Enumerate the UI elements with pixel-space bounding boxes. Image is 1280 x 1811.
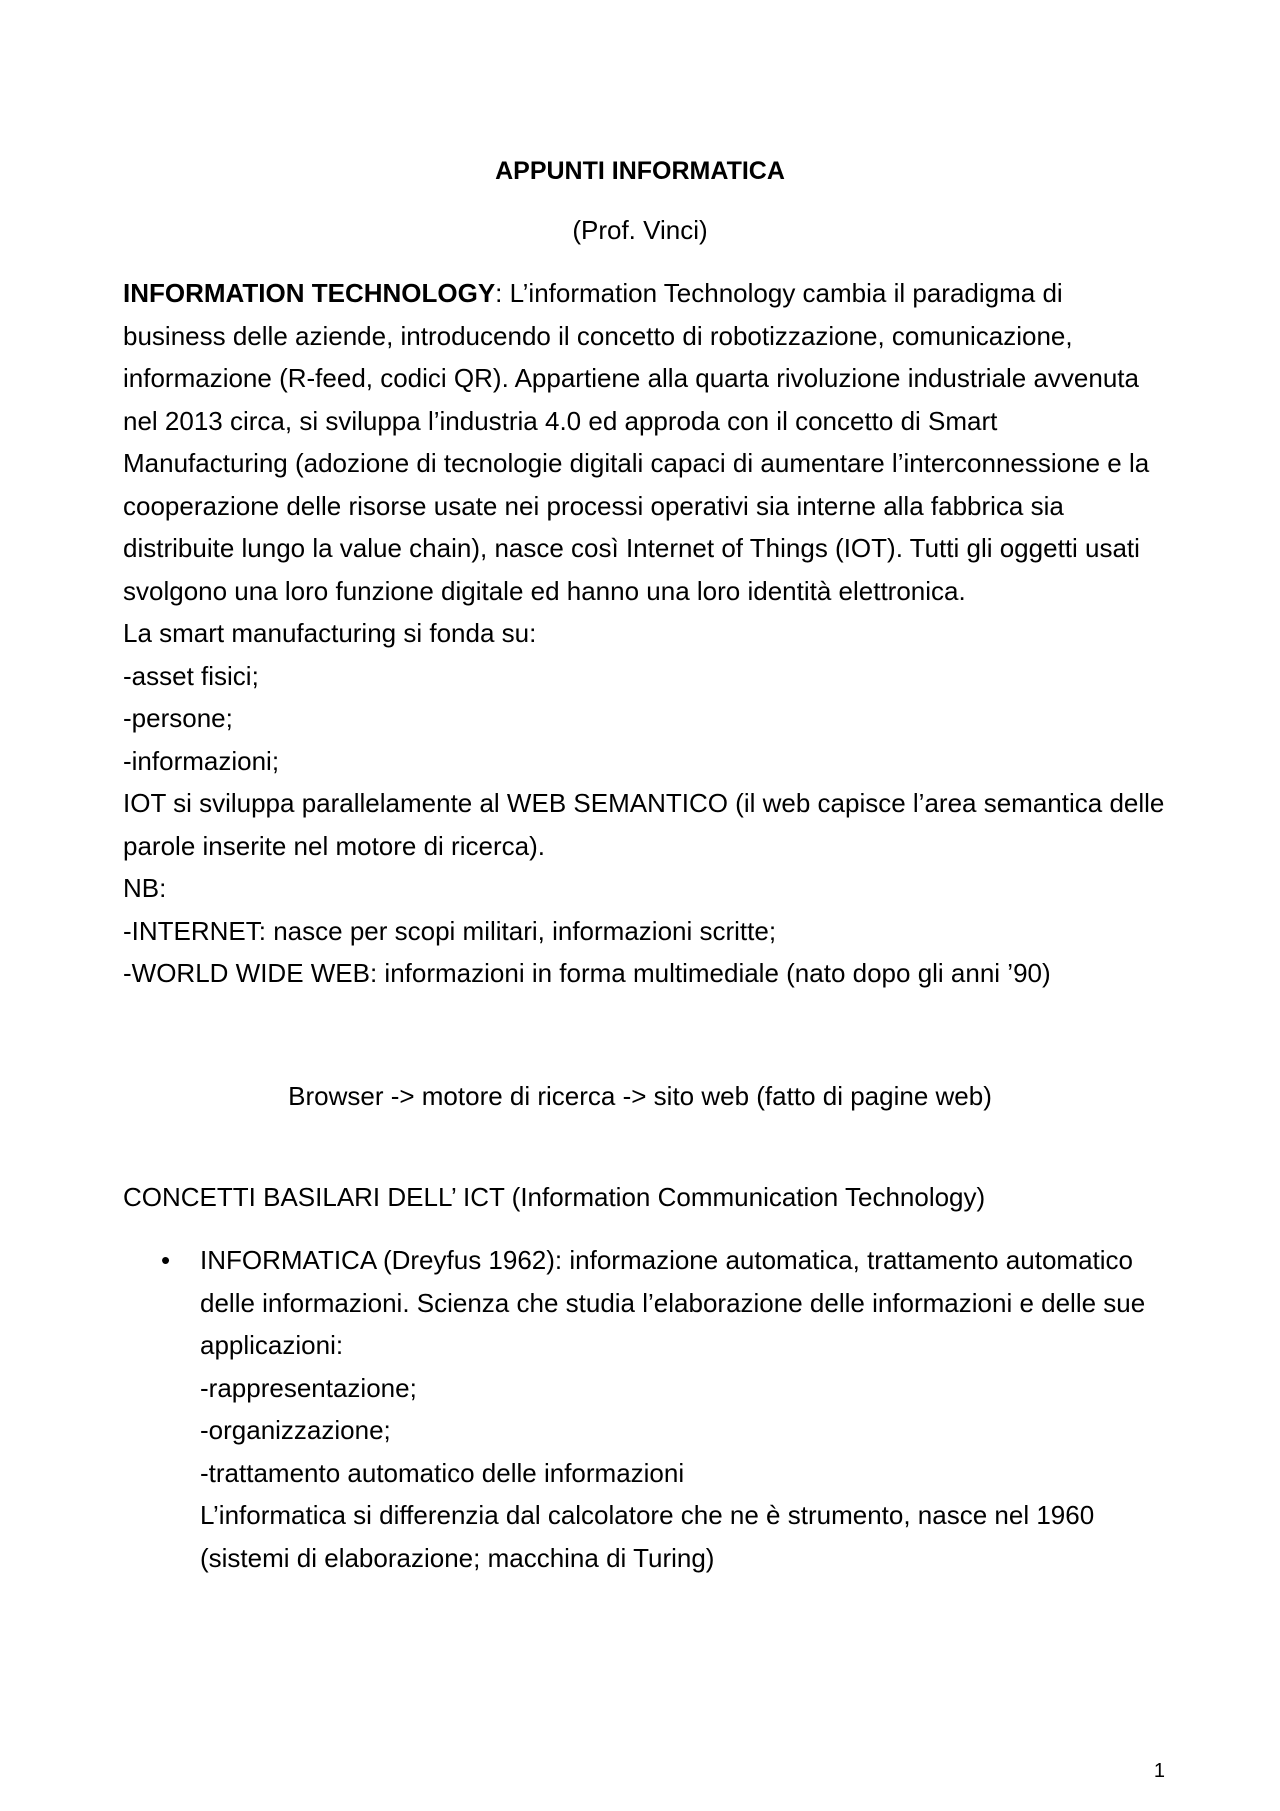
page-number: 1: [1153, 1760, 1165, 1782]
document-subtitle: (Prof. Vinci): [572, 215, 708, 245]
document-body: [123, 272, 1168, 995]
section-heading: CONCETTI BASILARI DELL’ ICT (Information Communication Technology): [123, 1182, 986, 1212]
bullet-body: [200, 1239, 1168, 1579]
body-line: NB:: [123, 873, 167, 903]
bullet-line: -trattamento automatico delle informazioni: [200, 1457, 685, 1488]
body-line: La smart manufacturing si fonda su:: [123, 618, 537, 648]
bullet-line: L’informatica si differenzia dal calcolatore che ne è strumento, nasce nel 1960 (sistemi di elaborazione; macchina di Turing): [200, 1500, 1095, 1573]
document-title: APPUNTI INFORMATICA: [495, 157, 785, 185]
body-line: -INTERNET: nasce per scopi militari, informazioni scritte;: [123, 915, 777, 946]
intro-lead: INFORMATION TECHNOLOGY: [123, 278, 496, 308]
bullet-line: INFORMATICA (Dreyfus 1962): informazione automatica, trattamento automatico delle informazioni. Scienza che studia l’elaborazione delle informazioni e delle sue applicazioni:: [200, 1245, 1146, 1360]
intro-paragraph: [123, 272, 1168, 612]
intro-text: : L’information Technology cambia il paradigma di business delle aziende, introducendo il concetto di robotizzazione, comunicazione, informazione (R-feed, codici QR). Appartiene alla quarta rivoluzione industriale avvenuta nel 2013 circa, si sviluppa l’industria 4.0 ed approda con il concetto di Smart Manufacturing (adozione di tecnologie digitali capaci di aumentare l’interconnessione e la cooperazione delle risorse usate nei processi operativi sia interne alla fabbrica sia distribuite lungo la value chain), nasce così Internet of Things (IOT). Tutti gli oggetti usati svolgono una loro funzione digitale ed hanno una loro identità elettronica.: [123, 278, 1150, 606]
bullet-line: -organizzazione;: [200, 1415, 391, 1445]
bullet-icon: •: [161, 1245, 171, 1275]
bullet-item: [123, 1239, 1168, 1579]
body-line: -WORLD WIDE WEB: informazioni in forma multimediale (nato dopo gli anni ’90): [123, 958, 1051, 988]
bullet-line: -rappresentazione;: [200, 1372, 417, 1403]
flow-line: Browser -> motore di ricerca -> sito web (fatto di pagine web): [288, 1081, 992, 1111]
body-line: -asset fisici;: [123, 660, 259, 691]
body-line: -informazioni;: [123, 745, 280, 776]
body-line: -persone;: [123, 703, 233, 733]
body-line: IOT si sviluppa parallelamente al WEB SEMANTICO (il web capisce l’area semantica delle parole inserite nel motore di ricerca).: [123, 788, 1165, 861]
